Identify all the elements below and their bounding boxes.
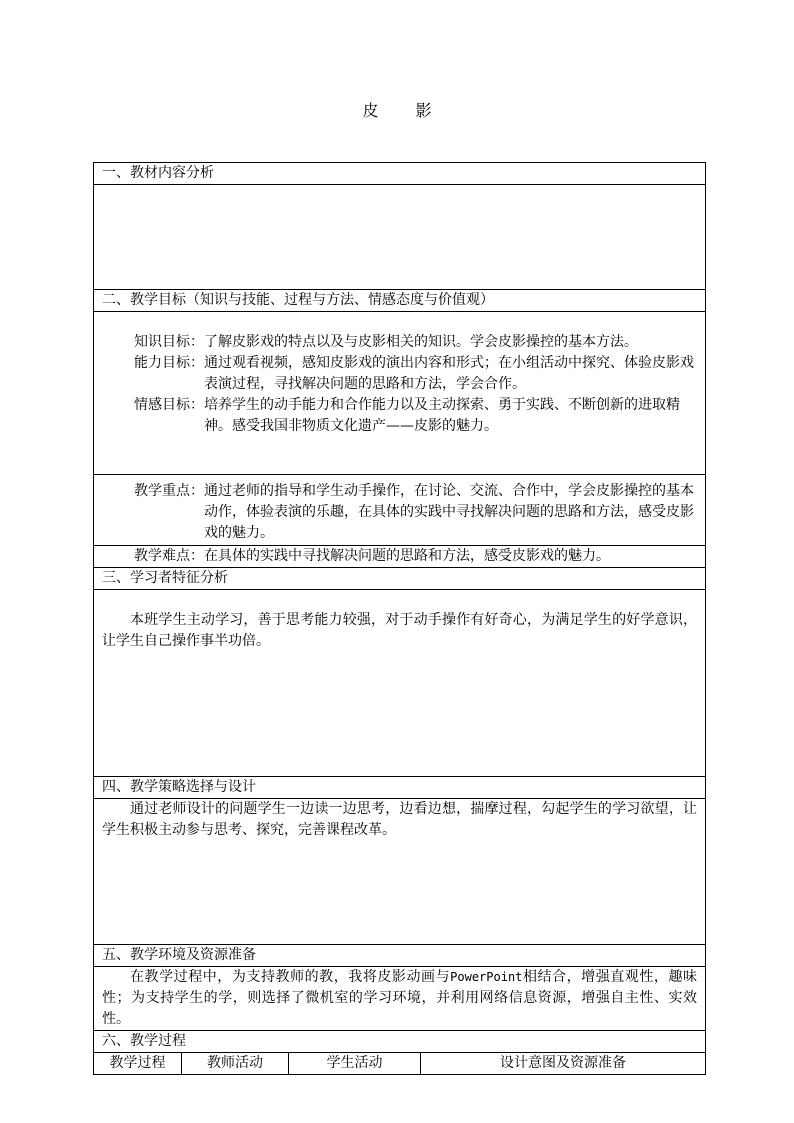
key-point-cell: [94, 475, 706, 546]
goal-knowledge: [102, 332, 697, 353]
goal-ability-text: 通过观看视频，感知皮影戏的演出内容和形式；在小组活动中探究、体验皮影戏表演过程，寻找解决问题的思路和方法，学会合作。: [204, 355, 694, 392]
section-5-heading: 五、教学环境及资源准备: [94, 945, 706, 967]
difficulty-text: 在具体的实践中寻找解决问题的思路和方法，感受皮影戏的魅力。: [204, 548, 610, 564]
process-header-cell: [94, 1053, 706, 1075]
section-3-heading: 三、学习者特征分析: [94, 568, 706, 590]
page-title: 皮 影: [362, 101, 448, 120]
section-5-cell: [94, 967, 706, 1031]
section-2-heading: 二、教学目标（知识与技能、过程与方法、情感态度与价值观）: [94, 290, 706, 312]
goal-ability-label: 能力目标：: [134, 355, 204, 371]
key-point-label: 教学重点：: [134, 483, 204, 499]
section-4-cell: [94, 799, 706, 945]
section-5-body-part1: 在教学过程中，为支持教师的教，我将皮影动画与: [130, 969, 451, 985]
goal-emotion: [102, 395, 697, 437]
col-header-student: 学生活动: [289, 1053, 421, 1074]
goal-emotion-text: 培养学生的动手能力和合作能力以及主动探索、勇于实践、不断创新的进取精神。感受我国非物质文化遗产——皮影的魅力。: [204, 397, 680, 434]
goal-ability: [102, 353, 697, 395]
section-2-goals: [94, 312, 706, 475]
section-5-body-part2: 相结合，增强直观性，趣味性；为支持学生的学，则选择了微机室的学习环境，并利用网络信息资源，增强自主性、实效性。: [102, 969, 698, 1027]
section-1-body: [94, 185, 706, 290]
goal-knowledge-text: 了解皮影戏的特点以及与皮影相关的知识。学会皮影操控的基本方法。: [204, 334, 638, 350]
col-header-process: 教学过程: [94, 1053, 182, 1074]
section-5-body-powerpoint: PowerPoint: [450, 970, 523, 984]
col-header-teacher: 教师活动: [182, 1053, 289, 1074]
section-6-heading: 六、教学过程: [94, 1031, 706, 1053]
section-3-cell: [94, 590, 706, 777]
section-4-body: 通过老师设计的问题学生一边读一边思考，边看边想，揣摩过程，勾起学生的学习欲望，让学生积极主动参与思考、探究，完善课程改革。: [102, 801, 697, 838]
goal-knowledge-label: 知识目标：: [134, 334, 204, 350]
goal-emotion-label: 情感目标：: [134, 397, 204, 413]
difficulty: [102, 546, 697, 567]
key-point-text: 通过老师的指导和学生动手操作，在讨论、交流、合作中，学会皮影操控的基本动作，体验表演的乐趣，在具体的实践中寻找解决问题的思路和方法，感受皮影戏的魅力。: [204, 483, 694, 541]
section-5-body: [102, 967, 697, 1030]
section-3-body: 本班学生主动学习，善于思考能力较强，对于动手操作有好奇心，为满足学生的好学意识，让学生自己操作事半功倍。: [102, 612, 697, 649]
difficulty-label: 教学难点：: [134, 548, 204, 564]
process-header-table: [94, 1053, 705, 1074]
section-1-heading: 一、教材内容分析: [94, 163, 706, 185]
key-point: [102, 481, 697, 544]
lesson-plan-table: [93, 162, 706, 1075]
difficulty-cell: [94, 546, 706, 568]
col-header-design: 设计意图及资源准备: [500, 1055, 626, 1071]
section-4-heading: 四、教学策略选择与设计: [94, 777, 706, 799]
